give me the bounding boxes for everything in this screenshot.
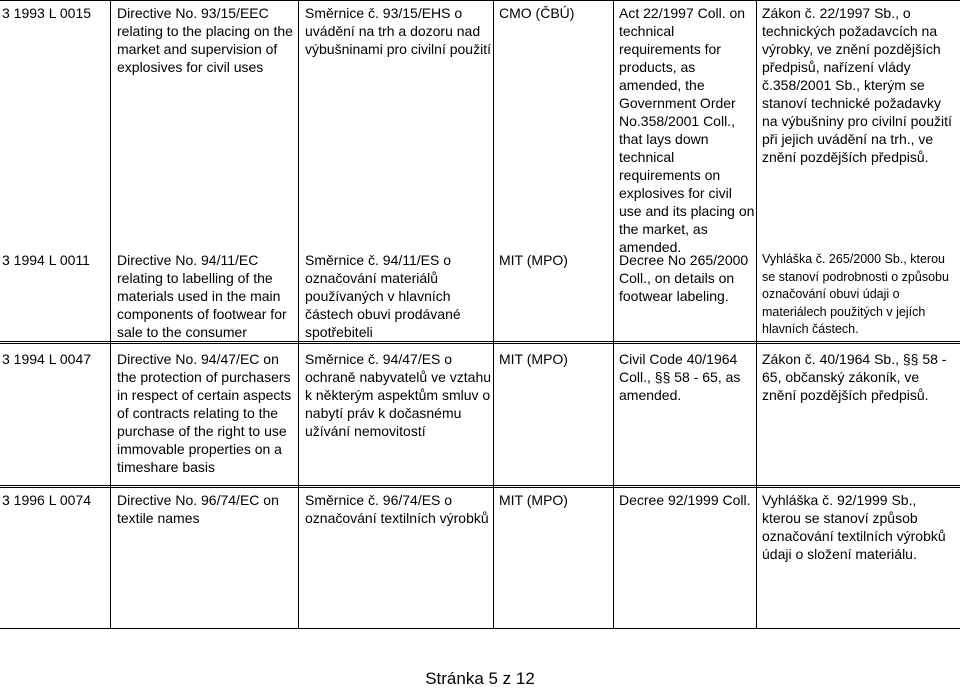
legislation-cz-cell: Vyhláška č. 92/1999 Sb., kterou se stanoví způsob označování textilních výrobků údaji o složení materiálu.	[762, 492, 946, 562]
legislation-cz-cell: Vyhláška č. 265/2000 Sb., kterou se stanoví podrobnosti o způsobu označování obuvi údaji o materiálech použitých v jejích hlavních částech.	[762, 252, 949, 336]
czech-directive-cell: Směrnice č. 94/47/ES o ochraně nabyvatelů ve vztahu k některým aspektům smluv o nabytí práv k dočasnému užívání nemovitostí	[305, 351, 492, 439]
celex-id-cell: 3 1994 L 0047	[2, 351, 92, 367]
row-separator	[0, 487, 960, 488]
column-separator	[298, 0, 299, 629]
row-separator	[0, 485, 960, 486]
czech-directive-cell: Směrnice č. 94/11/ES o označování materiálů používaných v hlavních částech obuvi prodávané spotřebiteli	[305, 252, 461, 340]
czech-directive-cell: Směrnice č. 96/74/ES o označování textilních výrobků	[305, 492, 489, 526]
row-separator	[0, 343, 960, 344]
celex-id-cell: 3 1993 L 0015	[2, 5, 92, 21]
authority-cell: MIT (MPO)	[499, 252, 568, 268]
table-top-border	[0, 0, 960, 1]
legislation-cz-cell: Zákon č. 40/1964 Sb., §§ 58 - 65, občanský zákoník, ve znění pozdějších předpisů.	[762, 351, 947, 403]
table-bottom-border	[0, 628, 960, 629]
row-separator	[0, 341, 960, 342]
czech-directive-cell: Směrnice č. 93/15/EHS o uvádění na trh a dozoru nad výbušninami pro civilní použití	[305, 5, 491, 57]
authority-cell: CMO (ČBÚ)	[499, 5, 575, 21]
eu-directive-cell: Directive No. 93/15/EEC relating to the placing on the market and supervision of explosives for civil uses	[117, 5, 293, 75]
eu-directive-cell: Directive No. 96/74/EC on textile names	[117, 492, 279, 526]
column-separator	[110, 0, 111, 629]
eu-directive-cell: Directive No. 94/47/EC on the protection of purchasers in respect of certain aspects of contracts relating to the purchase of the right to use immovable properties on a timeshare basis	[117, 351, 292, 475]
column-separator	[756, 0, 757, 629]
celex-id-cell: 3 1996 L 0074	[2, 492, 92, 508]
legislation-cz-cell: Zákon č. 22/1997 Sb., o technických požadavcích na výrobky, ve znění pozdějších předpisů, nařízení vlády č.358/2001 Sb., kterým se stanoví technické požadavky na výbušniny pro civilní použití při jejich uvádění na trh., ve znění pozdějších předpisů.	[762, 5, 952, 165]
authority-cell: MIT (MPO)	[499, 492, 568, 508]
column-separator	[493, 0, 494, 629]
legislation-en-cell: Act 22/1997 Coll. on technical requirements for products, as amended, the Government Order No.358/2001 Coll., that lays down technical requirements on explosives for civil use and its placing on the market, as amended.	[619, 5, 755, 255]
legislation-en-cell: Decree 92/1999 Coll.	[619, 492, 751, 508]
legislation-en-cell: Civil Code 40/1964 Coll., §§ 58 - 65, as amended.	[619, 351, 741, 403]
legislation-en-cell: Decree No 265/2000 Coll., on details on footwear labeling.	[619, 252, 749, 304]
column-separator	[613, 0, 614, 629]
page-number: Stránka 5 z 12	[425, 669, 535, 688]
celex-id-cell: 3 1994 L 0011	[2, 252, 90, 268]
eu-directive-cell: Directive No. 94/11/EC relating to labelling of the materials used in the main components of footwear for sale to the consumer	[117, 252, 287, 340]
authority-cell: MIT (MPO)	[499, 351, 568, 367]
